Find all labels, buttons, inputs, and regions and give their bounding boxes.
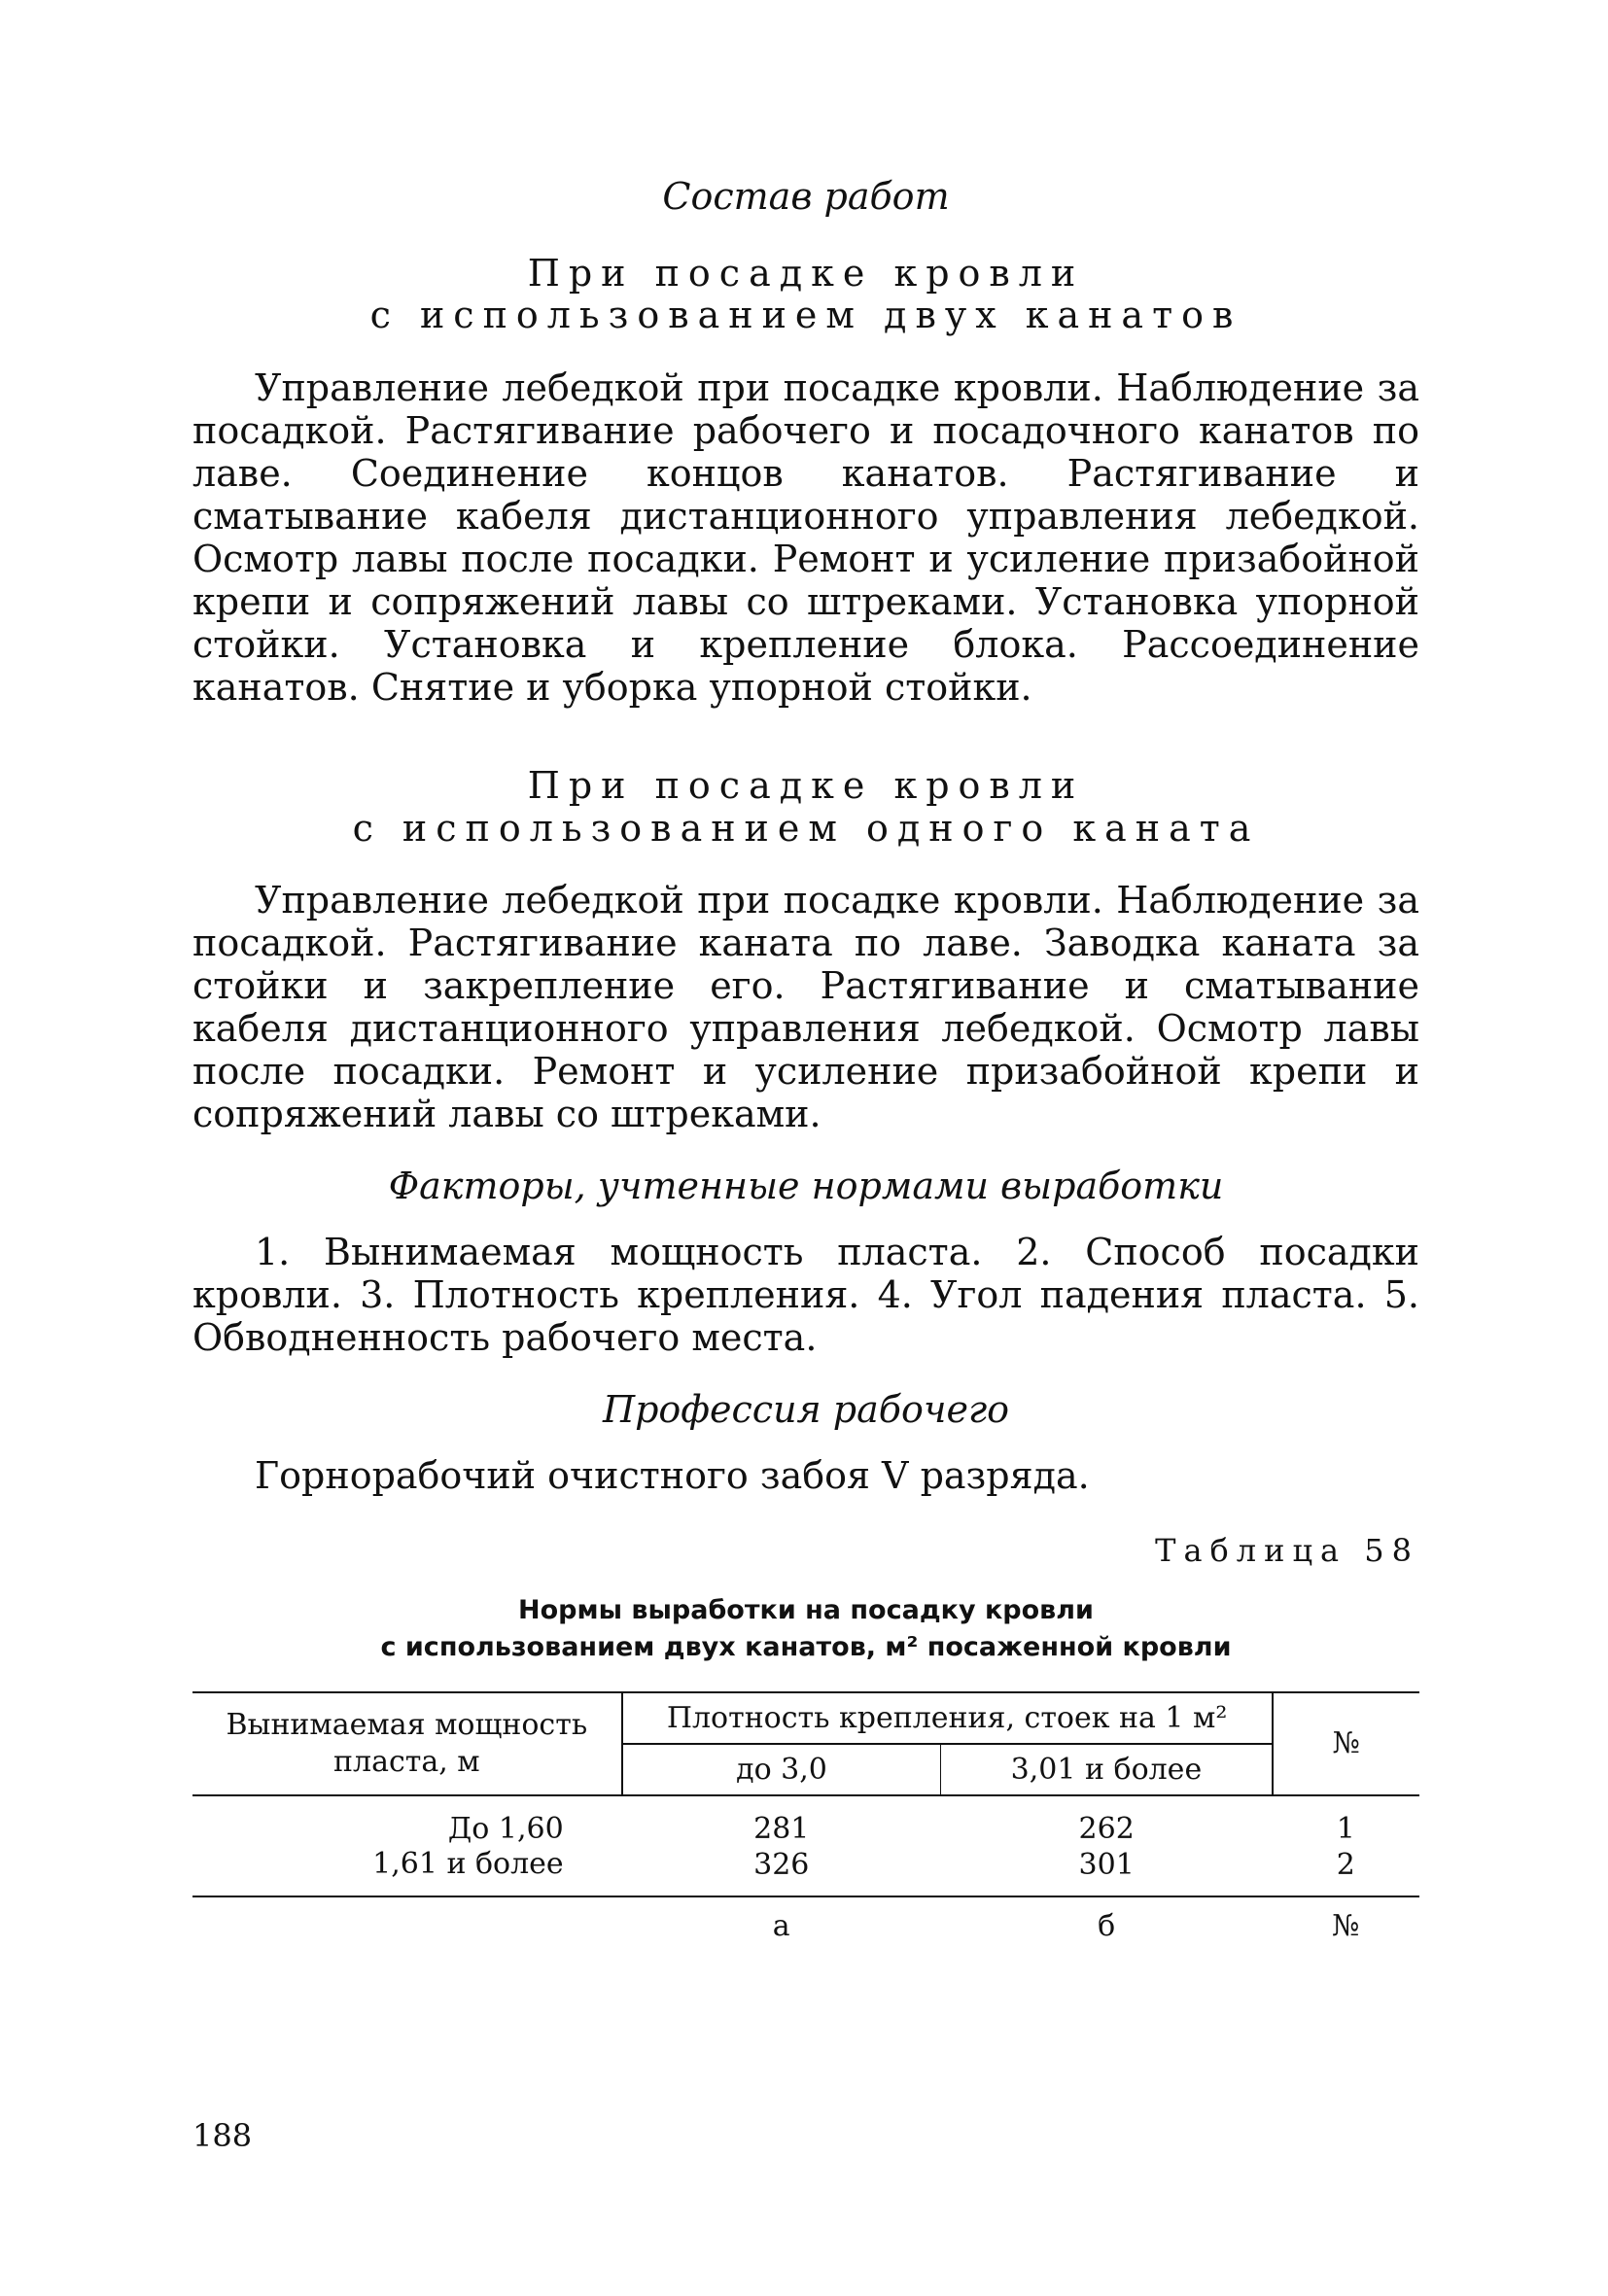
- section1-title-line2: с использованием двух канатов: [369, 294, 1242, 337]
- col-number-header: №: [1273, 1692, 1419, 1795]
- row-label: До 1,60: [447, 1812, 564, 1847]
- cell-b: 301: [1078, 1847, 1135, 1882]
- footer-b: б: [1098, 1908, 1116, 1943]
- section1-heading: [192, 253, 1419, 337]
- subcol-b-header: 3,01 и более: [941, 1744, 1273, 1795]
- norms-table: [192, 1691, 1419, 1944]
- factors-heading: Факторы, учтенные нормами выработки: [388, 1165, 1224, 1208]
- row-label: 1,61 и более: [372, 1847, 564, 1882]
- table-row: [192, 1795, 1419, 1847]
- section2-text: Управление лебедкой при посадке кровли. Наблюдение за посадкой. Растягивание каната по лаве. Заводка каната за стойки и закрепление его. Растягивание и сматывание кабеля дистанционного управления лебедкой. Осмотр лавы после посадки. Ремонт и усиление призабойной крепи и сопряжений лавы со штреками.: [192, 879, 1419, 1136]
- section2-heading: [192, 765, 1419, 850]
- section1-text: Управление лебедкой при посадке кровли. Наблюдение за посадкой. Растягивание рабочего и посадочного канатов по лаве. Соединение концов канатов. Растягивание и сматывание кабеля дистанционного управления лебедкой. Осмотр лавы после посадки. Ремонт и усиление призабойной крепи и сопряжений лавы со штреками. Установка упорной стойки. Установка и крепление блока. Рассоединение канатов. Снятие и уборка упорной стойки.: [192, 365, 1419, 709]
- cell-a: 326: [753, 1847, 810, 1882]
- col-density-header: Плотность крепления, стоек на 1 м²: [622, 1692, 1273, 1744]
- footer-a: а: [772, 1908, 790, 1943]
- page-number: 188: [192, 2117, 253, 2154]
- section2-title-line1: При посадке кровли: [527, 763, 1085, 807]
- profession-heading: Профессия рабочего: [602, 1387, 1010, 1431]
- section2-title-line2: с использованием одного каната: [352, 806, 1260, 850]
- profession-text: Горнорабочий очистного забоя V разряда.: [255, 1453, 1090, 1497]
- table-label: Таблица 58: [1155, 1531, 1419, 1569]
- cell-a: 281: [753, 1811, 810, 1846]
- subcol-a-header: до 3,0: [622, 1744, 941, 1795]
- work-composition-heading: Состав работ: [662, 175, 950, 218]
- table-title: [192, 1592, 1419, 1666]
- section1-title-line1: При посадке кровли: [527, 251, 1085, 295]
- table-row: [192, 1847, 1419, 1896]
- cell-b: 262: [1078, 1811, 1135, 1846]
- cell-number: 2: [1336, 1847, 1355, 1882]
- factors-text: 1. Вынимаемая мощность пласта. 2. Способ посадки кровли. 3. Плотность крепления. 4. Угол падения пласта. 5. Обводненность рабочего места.: [192, 1230, 1419, 1359]
- table-footer-row: [192, 1896, 1419, 1944]
- table-title-line1: Нормы выработки на посадку кровли: [518, 1594, 1094, 1625]
- footer-number: №: [1332, 1908, 1360, 1943]
- page-content: [192, 175, 1419, 1944]
- table-title-line2: с использованием двух канатов, м² посаженной кровли: [380, 1631, 1232, 1662]
- cell-number: 1: [1336, 1811, 1355, 1846]
- col-thickness-header: Вынимаемая мощность пласта, м: [226, 1707, 588, 1779]
